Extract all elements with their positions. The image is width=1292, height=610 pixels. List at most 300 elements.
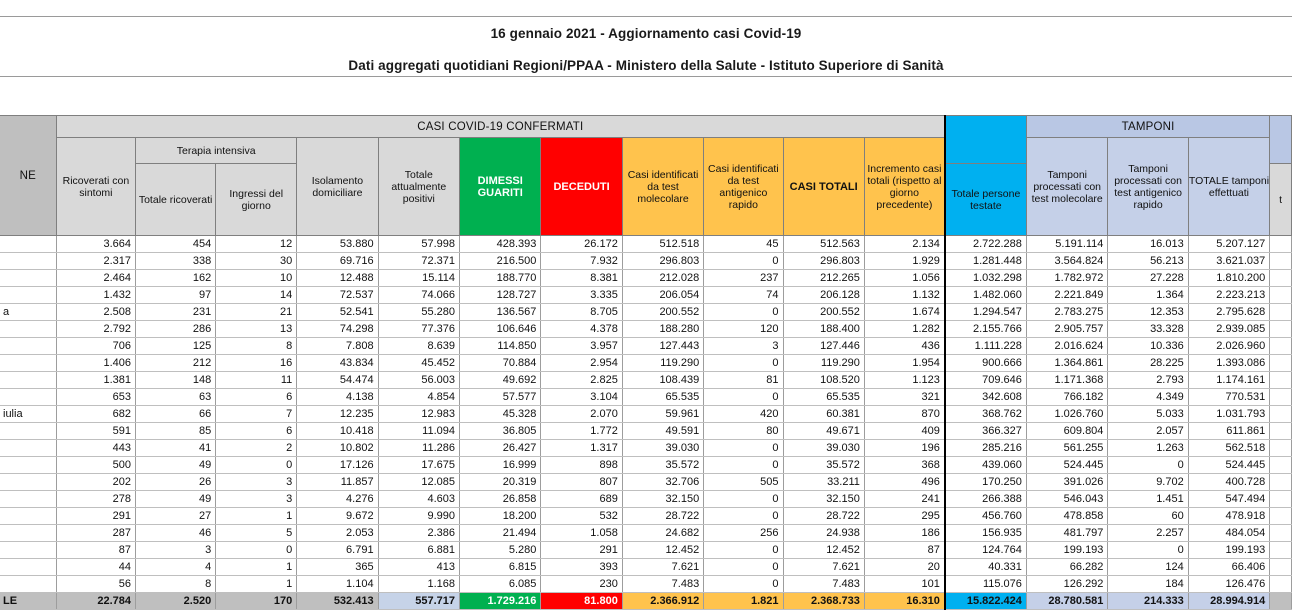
cell-casi_mol: 108.439: [622, 372, 703, 389]
cell-tamp_mol: 1.171.368: [1026, 372, 1108, 389]
cell-deceduti: 291: [541, 542, 622, 559]
cell-incremento: 87: [864, 542, 944, 559]
col-header-recovered: DIMESSI GUARITI: [460, 138, 541, 236]
cell-tamp_ant: 124: [1108, 559, 1188, 576]
cell-deceduti: 3.957: [541, 338, 622, 355]
cell-tamp_ant: 56.213: [1108, 253, 1188, 270]
cell-ti_totale: 4: [136, 559, 216, 576]
table-row: [0, 559, 1292, 576]
cell-ti_ingressi: 30: [216, 253, 297, 270]
cell-ti_ingressi: 10: [216, 270, 297, 287]
cell-cut: [1270, 389, 1292, 406]
cell-casi_mol: 49.591: [622, 423, 703, 440]
cell-ti_totale: 338: [136, 253, 216, 270]
cell-casi_mol: 24.682: [622, 525, 703, 542]
cell-casi_tot: 296.803: [783, 253, 864, 270]
cell-tamp_ant: 12.353: [1108, 304, 1188, 321]
total-cell-cut: [1270, 593, 1292, 610]
cell-incremento: 295: [864, 508, 944, 525]
report-title-box: [0, 16, 1292, 77]
cell-casi_mol: 127.443: [622, 338, 703, 355]
table-row: [0, 321, 1292, 338]
table-row: [0, 304, 1292, 321]
cell-persone_test: 1.032.298: [945, 270, 1027, 287]
cell-tamp_ant: 0: [1108, 457, 1188, 474]
cell-casi_ant: 420: [704, 406, 783, 423]
cell-ricoverati_sin: 3.664: [56, 236, 135, 253]
cell-casi_tot: 32.150: [783, 491, 864, 508]
cell-tamp_ant: 2.057: [1108, 423, 1188, 440]
cell-casi_mol: 188.280: [622, 321, 703, 338]
cell-guariti: 106.646: [460, 321, 541, 338]
cell-casi_mol: 212.028: [622, 270, 703, 287]
cell-incremento: 1.132: [864, 287, 944, 304]
cell-tamp_ant: 1.451: [1108, 491, 1188, 508]
cell-incremento: 1.123: [864, 372, 944, 389]
cell-incremento: 186: [864, 525, 944, 542]
cell-deceduti: 2.954: [541, 355, 622, 372]
cell-ti_ingressi: 12: [216, 236, 297, 253]
cell-casi_ant: 0: [704, 559, 783, 576]
col-header-intensive-care: Terapia intensiva: [136, 138, 297, 164]
cell-regione: [0, 559, 56, 576]
region-column-header: NE: [0, 116, 56, 236]
cell-ricoverati_sin: 87: [56, 542, 135, 559]
cell-incremento: 1.282: [864, 321, 944, 338]
cell-ricoverati_sin: 500: [56, 457, 135, 474]
cell-incremento: 1.674: [864, 304, 944, 321]
cell-ricoverati_sin: 202: [56, 474, 135, 491]
cell-ti_ingressi: 13: [216, 321, 297, 338]
group-header-cut-off: [1270, 116, 1292, 164]
cell-deceduti: 230: [541, 576, 622, 593]
cell-regione: [0, 542, 56, 559]
col-header-molecular-cases: Casi identificati da test molecolare: [622, 138, 703, 236]
cell-isolamento: 54.474: [297, 372, 378, 389]
table-body: [0, 236, 1292, 610]
total-cell-tamp_ant: 214.333: [1108, 593, 1188, 610]
cell-casi_ant: 0: [704, 355, 783, 372]
cell-ricoverati_sin: 706: [56, 338, 135, 355]
cell-casi_ant: 0: [704, 440, 783, 457]
cell-ti_totale: 49: [136, 491, 216, 508]
cell-cut: [1270, 270, 1292, 287]
cell-casi_mol: 59.961: [622, 406, 703, 423]
header-subgroup-row: [0, 138, 1292, 164]
cell-isolamento: 10.418: [297, 423, 378, 440]
cell-ricoverati_sin: 278: [56, 491, 135, 508]
cell-casi_ant: 0: [704, 508, 783, 525]
cell-casi_mol: 200.552: [622, 304, 703, 321]
cell-persone_test: 439.060: [945, 457, 1027, 474]
cell-persone_test: 900.666: [945, 355, 1027, 372]
cell-ti_ingressi: 21: [216, 304, 297, 321]
cell-regione: [0, 508, 56, 525]
cell-casi_ant: 0: [704, 457, 783, 474]
cell-tamp_ant: 1.263: [1108, 440, 1188, 457]
cell-cut: [1270, 372, 1292, 389]
table-row: [0, 253, 1292, 270]
cell-deceduti: 393: [541, 559, 622, 576]
cell-incremento: 321: [864, 389, 944, 406]
cell-persone_test: 456.760: [945, 508, 1027, 525]
table-row: [0, 287, 1292, 304]
cell-guariti: 16.999: [460, 457, 541, 474]
cell-tamp_tot: 2.795.628: [1188, 304, 1270, 321]
cell-ti_ingressi: 3: [216, 491, 297, 508]
cell-guariti: 136.567: [460, 304, 541, 321]
cell-tamp_tot: 1.810.200: [1188, 270, 1270, 287]
cell-tamp_ant: 10.336: [1108, 338, 1188, 355]
cell-regione: [0, 389, 56, 406]
cell-ti_ingressi: 1: [216, 559, 297, 576]
table-row: [0, 576, 1292, 593]
cell-cut: [1270, 559, 1292, 576]
cell-guariti: 5.280: [460, 542, 541, 559]
cell-guariti: 70.884: [460, 355, 541, 372]
table-row: [0, 440, 1292, 457]
cell-att_positivi: 17.675: [378, 457, 459, 474]
cell-att_positivi: 6.881: [378, 542, 459, 559]
cell-att_positivi: 2.386: [378, 525, 459, 542]
cell-persone_test: 2.722.288: [945, 236, 1027, 253]
cell-tamp_ant: 184: [1108, 576, 1188, 593]
cell-ti_ingressi: 2: [216, 440, 297, 457]
cell-cut: [1270, 542, 1292, 559]
cell-persone_test: 1.111.228: [945, 338, 1027, 355]
cell-persone_test: 40.331: [945, 559, 1027, 576]
cell-ricoverati_sin: 682: [56, 406, 135, 423]
cell-ricoverati_sin: 1.381: [56, 372, 135, 389]
cell-regione: [0, 355, 56, 372]
cell-ricoverati_sin: 2.464: [56, 270, 135, 287]
cell-att_positivi: 12.085: [378, 474, 459, 491]
cell-cut: [1270, 338, 1292, 355]
cell-tamp_tot: 1.393.086: [1188, 355, 1270, 372]
total-cell-tamp_mol: 28.780.581: [1026, 593, 1108, 610]
cell-casi_ant: 0: [704, 576, 783, 593]
cell-incremento: 436: [864, 338, 944, 355]
cell-att_positivi: 4.603: [378, 491, 459, 508]
cell-ti_ingressi: 8: [216, 338, 297, 355]
cell-cut: [1270, 525, 1292, 542]
cell-att_positivi: 56.003: [378, 372, 459, 389]
cell-cut: [1270, 236, 1292, 253]
cell-ti_totale: 49: [136, 457, 216, 474]
cell-tamp_mol: 546.043: [1026, 491, 1108, 508]
cell-incremento: 1.929: [864, 253, 944, 270]
table-row: [0, 423, 1292, 440]
cell-casi_ant: 81: [704, 372, 783, 389]
cell-att_positivi: 12.983: [378, 406, 459, 423]
cell-guariti: 114.850: [460, 338, 541, 355]
cell-isolamento: 74.298: [297, 321, 378, 338]
table-row: [0, 338, 1292, 355]
table-row: [0, 474, 1292, 491]
cell-tamp_ant: 2.257: [1108, 525, 1188, 542]
cell-guariti: 128.727: [460, 287, 541, 304]
cell-isolamento: 4.138: [297, 389, 378, 406]
cell-ti_totale: 8: [136, 576, 216, 593]
cell-cut: [1270, 474, 1292, 491]
cell-casi_tot: 33.211: [783, 474, 864, 491]
cell-incremento: 496: [864, 474, 944, 491]
cell-tamp_tot: 562.518: [1188, 440, 1270, 457]
cell-tamp_tot: 524.445: [1188, 457, 1270, 474]
cell-att_positivi: 57.998: [378, 236, 459, 253]
cell-tamp_tot: 66.406: [1188, 559, 1270, 576]
cell-tamp_mol: 5.191.114: [1026, 236, 1108, 253]
cell-guariti: 216.500: [460, 253, 541, 270]
cell-deceduti: 2.070: [541, 406, 622, 423]
total-cell-guariti: 1.729.216: [460, 593, 541, 610]
cell-isolamento: 53.880: [297, 236, 378, 253]
cell-ricoverati_sin: 1.406: [56, 355, 135, 372]
cell-cut: [1270, 423, 1292, 440]
total-cell-regione: LE: [0, 593, 56, 610]
cell-tamp_tot: 3.621.037: [1188, 253, 1270, 270]
cell-deceduti: 689: [541, 491, 622, 508]
cell-cut: [1270, 253, 1292, 270]
cell-persone_test: 342.608: [945, 389, 1027, 406]
cell-casi_tot: 24.938: [783, 525, 864, 542]
cell-ti_totale: 125: [136, 338, 216, 355]
cell-deceduti: 3.104: [541, 389, 622, 406]
cell-regione: [0, 423, 56, 440]
cell-deceduti: 898: [541, 457, 622, 474]
table-row: [0, 389, 1292, 406]
cell-persone_test: 1.294.547: [945, 304, 1027, 321]
cell-tamp_tot: 1.031.793: [1188, 406, 1270, 423]
cell-casi_tot: 200.552: [783, 304, 864, 321]
cell-tamp_ant: 5.033: [1108, 406, 1188, 423]
cell-tamp_tot: 1.174.161: [1188, 372, 1270, 389]
cell-casi_tot: 108.520: [783, 372, 864, 389]
cell-ti_ingressi: 16: [216, 355, 297, 372]
cell-deceduti: 2.825: [541, 372, 622, 389]
cell-regione: [0, 576, 56, 593]
cell-guariti: 18.200: [460, 508, 541, 525]
cell-persone_test: 1.482.060: [945, 287, 1027, 304]
cell-ti_totale: 286: [136, 321, 216, 338]
cell-att_positivi: 74.066: [378, 287, 459, 304]
cell-persone_test: 366.327: [945, 423, 1027, 440]
table-row: [0, 508, 1292, 525]
cell-ti_totale: 212: [136, 355, 216, 372]
cell-tamp_ant: 2.793: [1108, 372, 1188, 389]
cell-casi_tot: 7.621: [783, 559, 864, 576]
cell-ti_totale: 26: [136, 474, 216, 491]
total-cell-incremento: 16.310: [864, 593, 944, 610]
col-header-total-swabs: TOTALE tamponi effettuati: [1188, 138, 1270, 236]
cell-isolamento: 12.235: [297, 406, 378, 423]
cell-att_positivi: 15.114: [378, 270, 459, 287]
cell-isolamento: 43.834: [297, 355, 378, 372]
cell-regione: [0, 321, 56, 338]
cell-cut: [1270, 508, 1292, 525]
cell-guariti: 20.319: [460, 474, 541, 491]
cell-casi_tot: 512.563: [783, 236, 864, 253]
group-header-swabs: TAMPONI: [1026, 116, 1269, 138]
cell-tamp_tot: 400.728: [1188, 474, 1270, 491]
cell-deceduti: 1.058: [541, 525, 622, 542]
cell-casi_tot: 12.452: [783, 542, 864, 559]
cell-incremento: 1.954: [864, 355, 944, 372]
cell-ricoverati_sin: 44: [56, 559, 135, 576]
covid-data-table: [0, 115, 1292, 610]
cell-regione: [0, 253, 56, 270]
cell-ricoverati_sin: 2.508: [56, 304, 135, 321]
table-row: [0, 372, 1292, 389]
cell-att_positivi: 8.639: [378, 338, 459, 355]
group-header-tested-people: [945, 116, 1027, 164]
cell-att_positivi: 9.990: [378, 508, 459, 525]
cell-casi_ant: 0: [704, 389, 783, 406]
cell-casi_mol: 65.535: [622, 389, 703, 406]
cell-deceduti: 532: [541, 508, 622, 525]
cell-att_positivi: 11.094: [378, 423, 459, 440]
cell-cut: [1270, 304, 1292, 321]
cell-casi_ant: 0: [704, 304, 783, 321]
cell-tamp_mol: 199.193: [1026, 542, 1108, 559]
cell-tamp_mol: 2.221.849: [1026, 287, 1108, 304]
cell-tamp_mol: 391.026: [1026, 474, 1108, 491]
cell-casi_tot: 7.483: [783, 576, 864, 593]
table-total-row: [0, 593, 1292, 610]
cell-persone_test: 266.388: [945, 491, 1027, 508]
cell-regione: [0, 372, 56, 389]
table-row: [0, 236, 1292, 253]
total-cell-ricoverati_sin: 22.784: [56, 593, 135, 610]
cell-cut: [1270, 576, 1292, 593]
cell-casi_tot: 188.400: [783, 321, 864, 338]
cell-cut: [1270, 355, 1292, 372]
cell-guariti: 45.328: [460, 406, 541, 423]
cell-att_positivi: 1.168: [378, 576, 459, 593]
cell-guariti: 36.805: [460, 423, 541, 440]
col-header-molecular-swabs: Tamponi processati con test molecolare: [1026, 138, 1108, 236]
cell-deceduti: 26.172: [541, 236, 622, 253]
cell-guariti: 6.085: [460, 576, 541, 593]
total-cell-deceduti: 81.800: [541, 593, 622, 610]
cell-guariti: 57.577: [460, 389, 541, 406]
cell-ti_totale: 46: [136, 525, 216, 542]
cell-guariti: 26.858: [460, 491, 541, 508]
cell-tamp_mol: 609.804: [1026, 423, 1108, 440]
cell-deceduti: 807: [541, 474, 622, 491]
cell-casi_tot: 35.572: [783, 457, 864, 474]
cell-ti_totale: 66: [136, 406, 216, 423]
cell-casi_tot: 60.381: [783, 406, 864, 423]
cell-tamp_ant: 1.364: [1108, 287, 1188, 304]
cell-casi_mol: 32.150: [622, 491, 703, 508]
cell-att_positivi: 77.376: [378, 321, 459, 338]
cell-att_positivi: 72.371: [378, 253, 459, 270]
cell-ti_totale: 97: [136, 287, 216, 304]
cell-att_positivi: 11.286: [378, 440, 459, 457]
total-cell-casi_mol: 2.366.912: [622, 593, 703, 610]
cell-casi_ant: 74: [704, 287, 783, 304]
total-cell-ti_totale: 2.520: [136, 593, 216, 610]
cell-tamp_mol: 524.445: [1026, 457, 1108, 474]
cell-incremento: 196: [864, 440, 944, 457]
table-header: [0, 116, 1292, 236]
cell-tamp_tot: 2.939.085: [1188, 321, 1270, 338]
report-date-title: 16 gennaio 2021 - Aggiornamento casi Covid-19: [490, 26, 802, 41]
cell-persone_test: 170.250: [945, 474, 1027, 491]
cell-regione: [0, 474, 56, 491]
cell-isolamento: 6.791: [297, 542, 378, 559]
cell-casi_tot: 49.671: [783, 423, 864, 440]
cell-deceduti: 3.335: [541, 287, 622, 304]
report-subtitle: Dati aggregati quotidiani Regioni/PPAA - Ministero della Salute - Istituto Superiore di Sanità: [348, 58, 944, 73]
cell-ti_ingressi: 3: [216, 474, 297, 491]
cell-tamp_tot: 2.223.213: [1188, 287, 1270, 304]
col-header-home-isolation: Isolamento domiciliare: [297, 138, 378, 236]
cell-casi_mol: 32.706: [622, 474, 703, 491]
cell-casi_tot: 119.290: [783, 355, 864, 372]
cell-casi_ant: 237: [704, 270, 783, 287]
total-cell-ti_ingressi: 170: [216, 593, 297, 610]
cell-tamp_mol: 2.016.624: [1026, 338, 1108, 355]
table-row: [0, 457, 1292, 474]
col-header-daily-increment: Incremento casi totali (rispetto al giorno precedente): [864, 138, 944, 236]
cell-tamp_ant: 4.349: [1108, 389, 1188, 406]
cell-persone_test: 709.646: [945, 372, 1027, 389]
cell-isolamento: 2.053: [297, 525, 378, 542]
cell-isolamento: 52.541: [297, 304, 378, 321]
cell-regione: [0, 338, 56, 355]
cell-tamp_mol: 1.026.760: [1026, 406, 1108, 423]
cell-cut: [1270, 440, 1292, 457]
cell-tamp_ant: 16.013: [1108, 236, 1188, 253]
cell-regione: iulia: [0, 406, 56, 423]
cell-regione: [0, 525, 56, 542]
header-group-row: [0, 116, 1292, 138]
cell-casi_tot: 127.446: [783, 338, 864, 355]
cell-incremento: 241: [864, 491, 944, 508]
col-header-currently-positive: Totale attualmente positivi: [378, 138, 459, 236]
cell-deceduti: 7.932: [541, 253, 622, 270]
table-row: [0, 542, 1292, 559]
cell-guariti: 188.770: [460, 270, 541, 287]
col-header-hospitalized-symptoms: Ricoverati con sintomi: [56, 138, 135, 236]
cell-att_positivi: 55.280: [378, 304, 459, 321]
cell-casi_mol: 12.452: [622, 542, 703, 559]
cell-regione: [0, 440, 56, 457]
cell-incremento: 409: [864, 423, 944, 440]
cell-incremento: 368: [864, 457, 944, 474]
cell-isolamento: 72.537: [297, 287, 378, 304]
cell-casi_ant: 45: [704, 236, 783, 253]
cell-tamp_ant: 0: [1108, 542, 1188, 559]
cell-persone_test: 124.764: [945, 542, 1027, 559]
cell-regione: [0, 287, 56, 304]
cell-isolamento: 69.716: [297, 253, 378, 270]
total-cell-isolamento: 532.413: [297, 593, 378, 610]
cell-tamp_mol: 66.282: [1026, 559, 1108, 576]
cell-tamp_tot: 484.054: [1188, 525, 1270, 542]
cell-ti_totale: 231: [136, 304, 216, 321]
total-cell-att_positivi: 557.717: [378, 593, 459, 610]
cell-regione: a: [0, 304, 56, 321]
cell-cut: [1270, 491, 1292, 508]
cell-casi_ant: 0: [704, 491, 783, 508]
cell-ricoverati_sin: 2.792: [56, 321, 135, 338]
cell-ti_ingressi: 5: [216, 525, 297, 542]
cell-tamp_ant: 60: [1108, 508, 1188, 525]
cell-att_positivi: 413: [378, 559, 459, 576]
